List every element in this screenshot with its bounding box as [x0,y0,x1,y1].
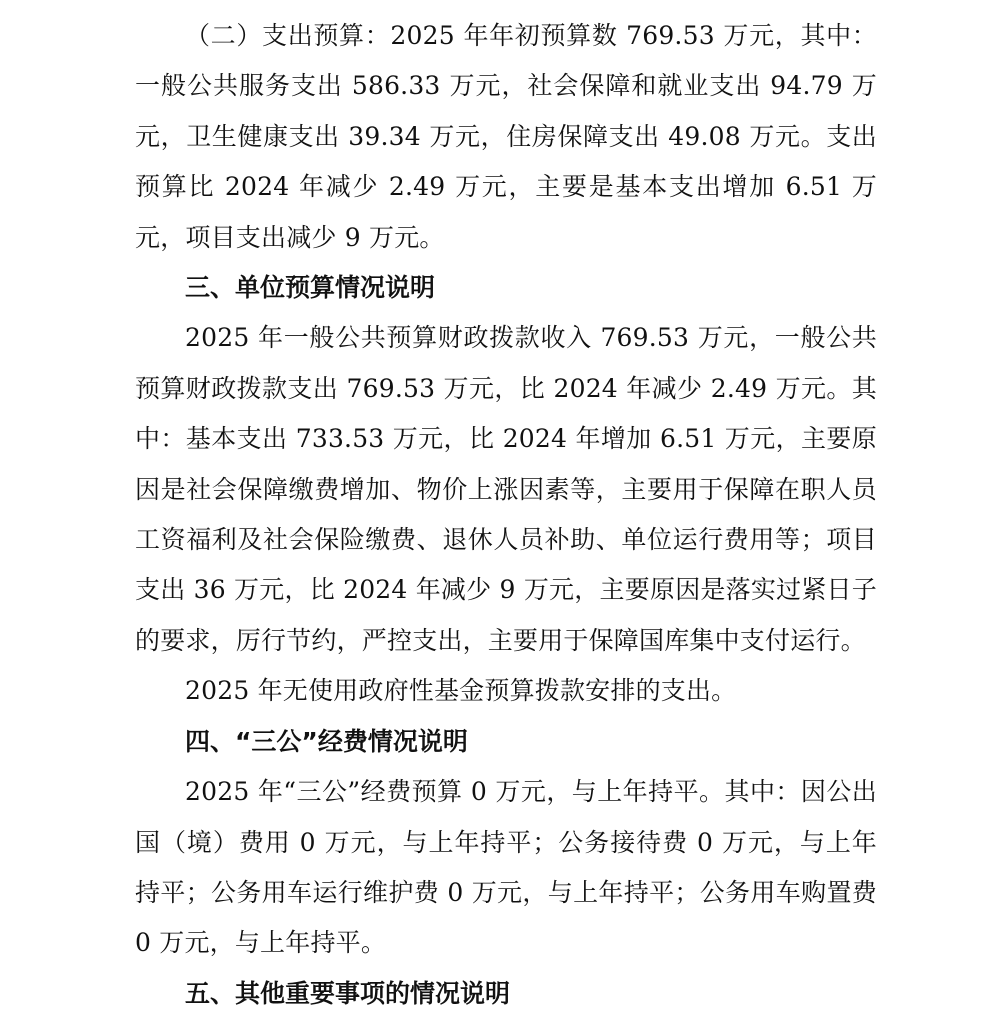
unit-budget-paragraph: 2025 年一般公共预算财政拨款收入 769.53 万元，一般公共预算财政拨款支出 769.53 万元，比 2024 年减少 2.49 万元。其中：基本支出 733.53 万元，比 2024 年增加 6.51 万元，主要原因是社会保障缴费增加、物价上涨因素等，主要用于保障在职人员工资福利及社会保险缴费、退休人员补助、单位运行费用等；项目支出 36 万元，比 2024 年减少 9 万元，主要原因是落实过紧日子的要求，厉行节约，严控支出，主要用于保障国库集中支付运行。 [135,323,877,655]
three-public-paragraph: 2025 年“三公”经费预算 0 万元，与上年持平。其中：因公出国（境）费用 0 万元，与上年持平；公务接待费 0 万元，与上年持平；公务用车运行维护费 0 万元，与上年持平；公务用车购置费 0 万元，与上年持平。 [135,777,877,958]
section-heading-unit-budget: 三、单位预算情况说明 [185,273,436,303]
document-page [135,11,877,1019]
government-fund-paragraph: 2025 年无使用政府性基金预算拨款安排的支出。 [185,676,737,706]
expenditure-budget-paragraph: （二）支出预算：2025 年年初预算数 769.53 万元，其中：一般公共服务支出 586.33 万元，社会保障和就业支出 94.79 万元，卫生健康支出 39.34 万元，住房保障支出 49.08 万元。支出预算比 2024 年减少 2.49 万元，主要是基本支出增加 6.51 万元，项目支出减少 9 万元。 [135,21,877,252]
section-heading-other-matters: 五、其他重要事项的情况说明 [185,978,511,1008]
section-heading-three-public: 四、“三公”经费情况说明 [185,726,468,756]
